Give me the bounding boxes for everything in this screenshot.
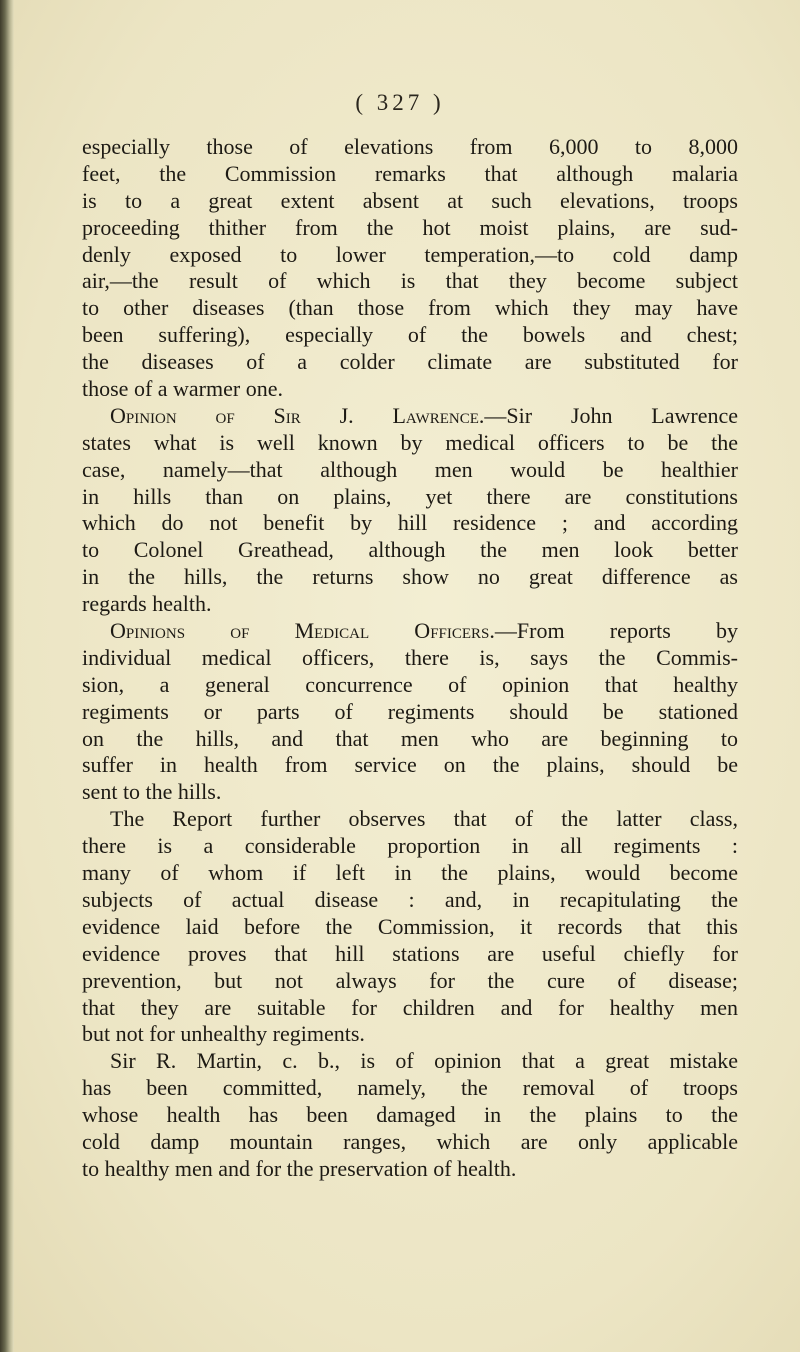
text-line: cold damp mountain ranges, which are only applicable bbox=[82, 1128, 738, 1154]
text-line: to Colonel Greathead, although the men look better bbox=[82, 537, 738, 563]
section-heading-medical-officers: Opinions of Medical Officers.—From reports by bbox=[110, 618, 738, 644]
text-line: is to a great extent absent at such elevations, troops bbox=[82, 187, 738, 213]
text-line: Sir R. Martin, c. b., is of opinion that a great mistake bbox=[110, 1048, 738, 1074]
text-line: feet, the Commission remarks that although malaria bbox=[82, 160, 738, 186]
text-line: evidence laid before the Commission, it records that this bbox=[82, 913, 738, 939]
text-line: in hills than on plains, yet there are constitutions bbox=[82, 483, 738, 509]
text-line: individual medical officers, there is, says the Commis- bbox=[82, 644, 738, 670]
text-line: prevention, but not always for the cure of disease; bbox=[82, 967, 738, 993]
text-line: those of a warmer one. bbox=[82, 376, 283, 402]
text-line: but not for unhealthy regiments. bbox=[82, 1021, 365, 1047]
text-line: there is a considerable proportion in all regiments : bbox=[82, 833, 738, 859]
text-line: whose health has been damaged in the plains to the bbox=[82, 1102, 738, 1128]
text-line: denly exposed to lower temperation,—to cold damp bbox=[82, 241, 738, 267]
text-line: states what is well known by medical officers to be the bbox=[82, 429, 738, 455]
text-line: that they are suitable for children and for healthy men bbox=[82, 994, 738, 1020]
text-line: especially those of elevations from 6,000 to 8,000 bbox=[82, 134, 738, 159]
text-line: which do not benefit by hill residence ; and according bbox=[82, 510, 738, 536]
text-line: in the hills, the returns show no great difference as bbox=[82, 564, 738, 590]
text-line: air,—the result of which is that they become subject bbox=[82, 268, 738, 294]
text-line: subjects of actual disease : and, in recapitulating the bbox=[82, 886, 738, 912]
text-line: proceeding thither from the hot moist plains, are sud- bbox=[82, 214, 738, 240]
text-line: been suffering), especially of the bowels and chest; bbox=[82, 322, 738, 348]
text-line: sent to the hills. bbox=[82, 779, 222, 805]
text-line: suffer in health from service on the plains, should be bbox=[82, 752, 738, 778]
text-line: The Report further observes that of the latter class, bbox=[110, 806, 738, 832]
binding-edge bbox=[0, 0, 14, 1352]
body-text bbox=[82, 134, 738, 1183]
text-line: the diseases of a colder climate are substituted for bbox=[82, 349, 738, 375]
text-line: to healthy men and for the preservation of health. bbox=[82, 1155, 517, 1181]
section-heading-lawrence: Opinion of Sir J. Lawrence.—Sir John Lawrence bbox=[110, 402, 738, 428]
text-line: sion, a general concurrence of opinion that healthy bbox=[82, 671, 738, 697]
text-line: on the hills, and that men who are beginning to bbox=[82, 725, 738, 751]
text-line: evidence proves that hill stations are useful chiefly for bbox=[82, 940, 738, 966]
text-line: case, namely—that although men would be healthier bbox=[82, 456, 738, 482]
text-line: many of whom if left in the plains, would become bbox=[82, 860, 738, 886]
text-line: regiments or parts of regiments should be stationed bbox=[82, 698, 738, 724]
text-line: to other diseases (than those from which they may have bbox=[82, 295, 738, 321]
page-number: ( 327 ) bbox=[355, 90, 445, 115]
text-line: has been committed, namely, the removal of troops bbox=[82, 1075, 738, 1101]
text-line: regards health. bbox=[82, 591, 212, 617]
